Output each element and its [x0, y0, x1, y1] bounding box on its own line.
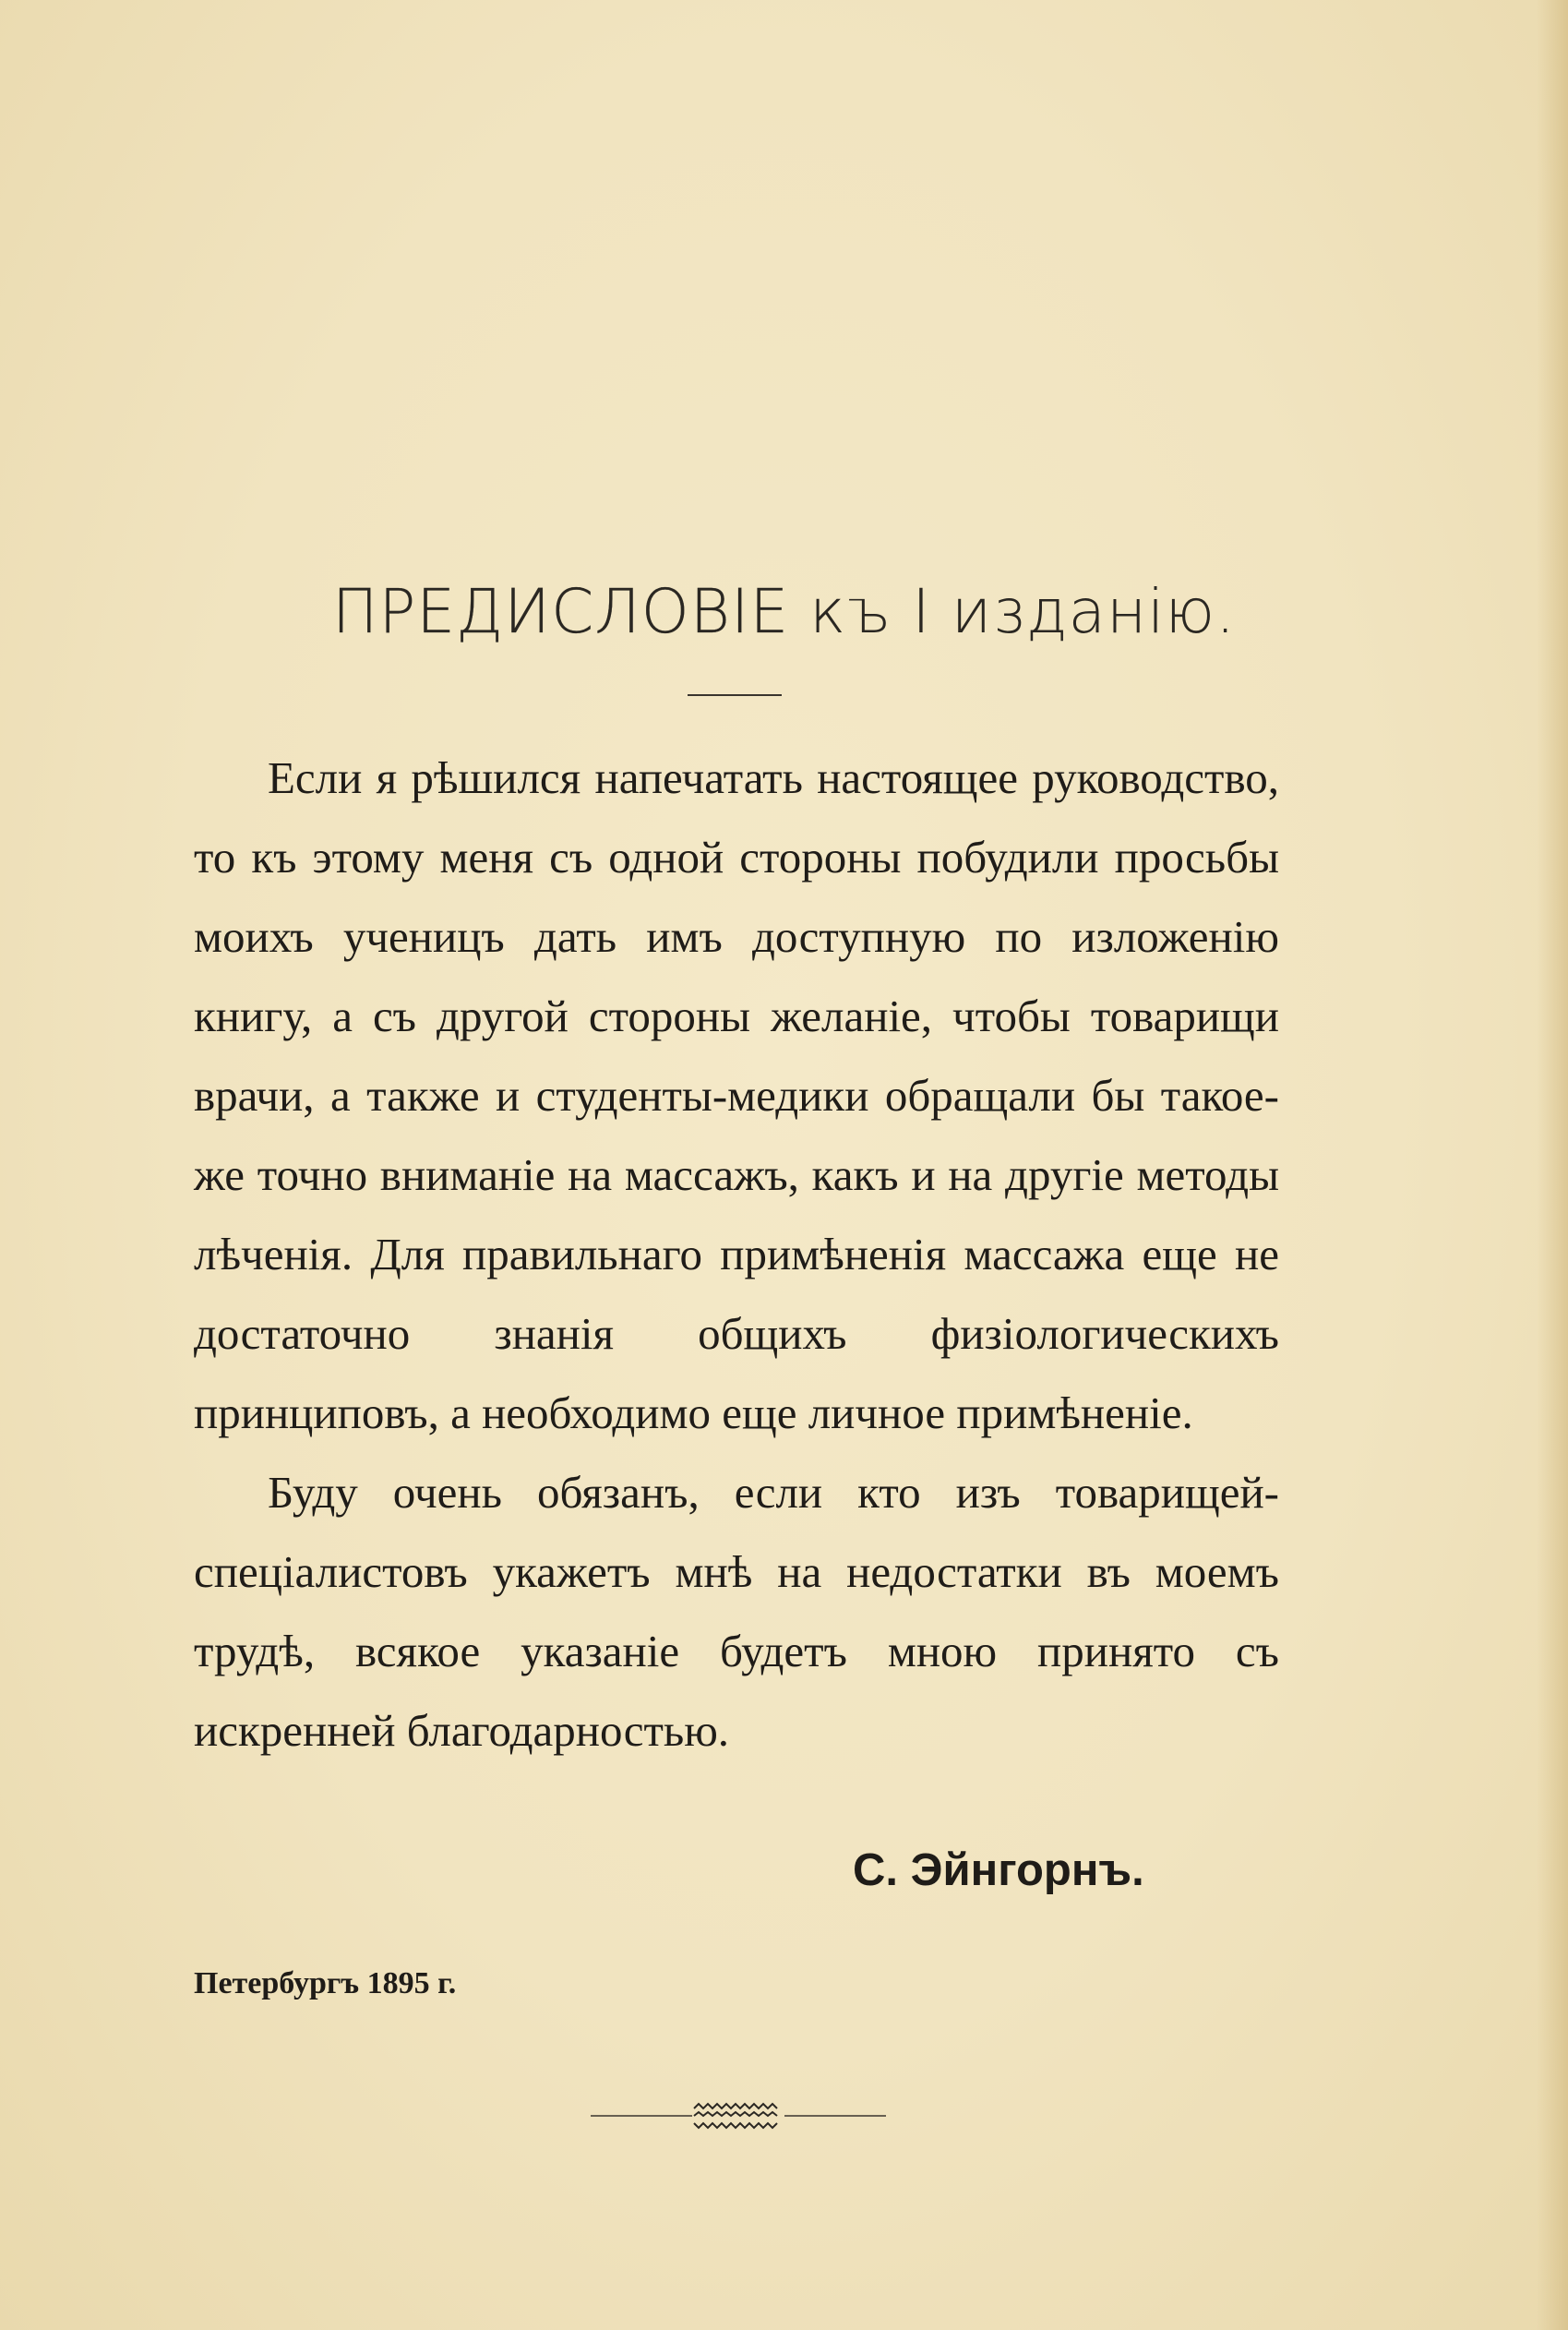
author-signature: С. Эйнгорнъ.: [853, 1845, 1144, 1895]
page-title-rest: къ I изданію.: [809, 576, 1237, 647]
page-edge-shadow: [1537, 0, 1568, 2330]
title-underline-divider: [688, 694, 782, 696]
wavy-divider-ornament-icon: [591, 2088, 886, 2144]
preface-paragraph-2: Буду очень обязанъ, если кто изъ товарищей-спеціалистовъ укажетъ мнѣ на недостатки въ моемъ трудѣ, всякое указаніе будетъ мною принято съ искренней благодарностью.: [194, 1467, 1279, 1756]
page-title-main: ПРЕДИСЛОВІЕ: [331, 576, 790, 647]
page-title: [0, 576, 1568, 647]
preface-paragraph-1: Если я рѣшился напечатать настоящее руководство, то къ этому меня съ одной стороны побудили просьбы моихъ ученицъ дать имъ доступную по изложенію книгу, а съ другой стороны желаніе, чтобы товарищи врачи, а также и студенты-медики обращали бы такое-же точно вниманіе на массажъ, какъ и на другіе методы лѣченія. Для правильнаго примѣненія массажа еще не достаточно знанія общихъ физіологическихъ принциповъ, а необходимо еще личное примѣненіе.: [194, 752, 1279, 1438]
preface-body: [194, 739, 1279, 1771]
place-and-date: Петербургъ 1895 г.: [194, 1966, 457, 2000]
